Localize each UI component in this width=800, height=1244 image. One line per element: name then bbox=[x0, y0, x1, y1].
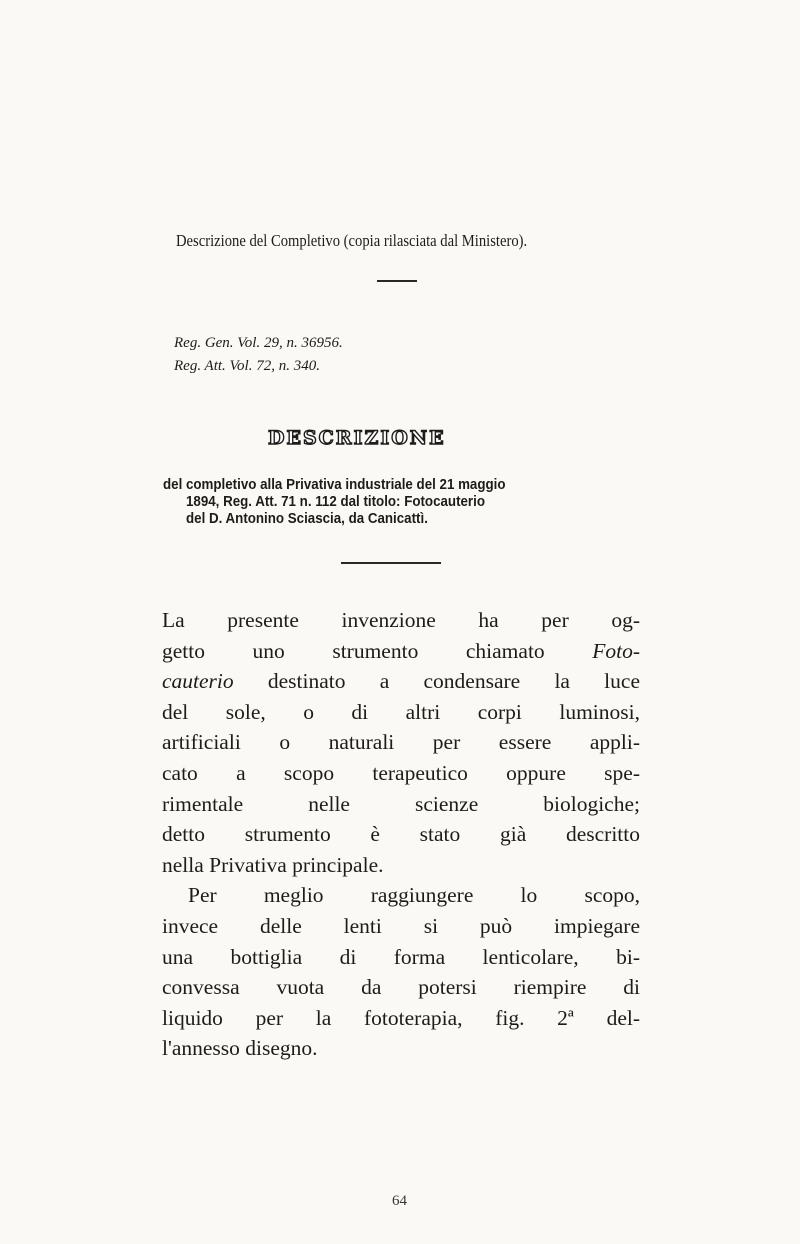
body-line: nella Privativa principale. bbox=[162, 852, 384, 877]
divider-top bbox=[377, 280, 417, 282]
body-line: detto strumento è stato già descritto bbox=[162, 822, 640, 847]
subtitle-line: 1894, Reg. Att. 71 n. 112 dal titolo: Fotocauterio bbox=[186, 494, 485, 510]
body-line-text: destinato a condensare la luce bbox=[267, 669, 640, 694]
body-text bbox=[162, 605, 640, 1064]
body-line: rimentale nelle scienze biologiche; bbox=[162, 791, 640, 816]
body-line: liquido per la fototerapia, fig. 2ª del- bbox=[162, 1005, 640, 1030]
body-line: l'annesso disegno. bbox=[162, 1036, 318, 1061]
body-line bbox=[162, 666, 640, 697]
divider-bottom bbox=[341, 562, 441, 564]
body-line: invece delle lenti si può impiegare bbox=[162, 913, 640, 938]
registration-general: Reg. Gen. Vol. 29, n. 36956. bbox=[174, 335, 343, 351]
body-line: del sole, o di altri corpi luminosi, bbox=[162, 699, 640, 724]
body-line-text: getto uno strumento chiamato bbox=[162, 638, 545, 663]
document-title: DESCRIZIONE bbox=[268, 427, 446, 449]
registration-attestation: Reg. Att. Vol. 72, n. 340. bbox=[174, 358, 320, 374]
body-line-italic: Foto- bbox=[592, 638, 640, 663]
body-line: convessa vuota da potersi riempire di bbox=[162, 975, 640, 1000]
body-line-italic: cauterio bbox=[162, 669, 234, 694]
page-header: Descrizione del Completivo (copia rilasciata dal Ministero). bbox=[176, 231, 528, 250]
subtitle-line: del completivo alla Privativa industriale del 21 maggio bbox=[163, 477, 506, 493]
body-line: cato a scopo terapeutico oppure spe- bbox=[162, 760, 640, 785]
body-line: Per meglio raggiungere lo scopo, bbox=[188, 883, 640, 908]
body-line bbox=[162, 636, 640, 667]
body-line: artificiali o naturali per essere appli- bbox=[162, 730, 640, 755]
subtitle-line: del D. Antonino Sciascia, da Canicattì. bbox=[186, 511, 428, 527]
body-line: una bottiglia di forma lenticolare, bi- bbox=[162, 944, 640, 969]
page-number: 64 bbox=[392, 1193, 407, 1209]
document-subtitle bbox=[163, 477, 595, 528]
body-line: La presente invenzione ha per og- bbox=[162, 608, 640, 632]
